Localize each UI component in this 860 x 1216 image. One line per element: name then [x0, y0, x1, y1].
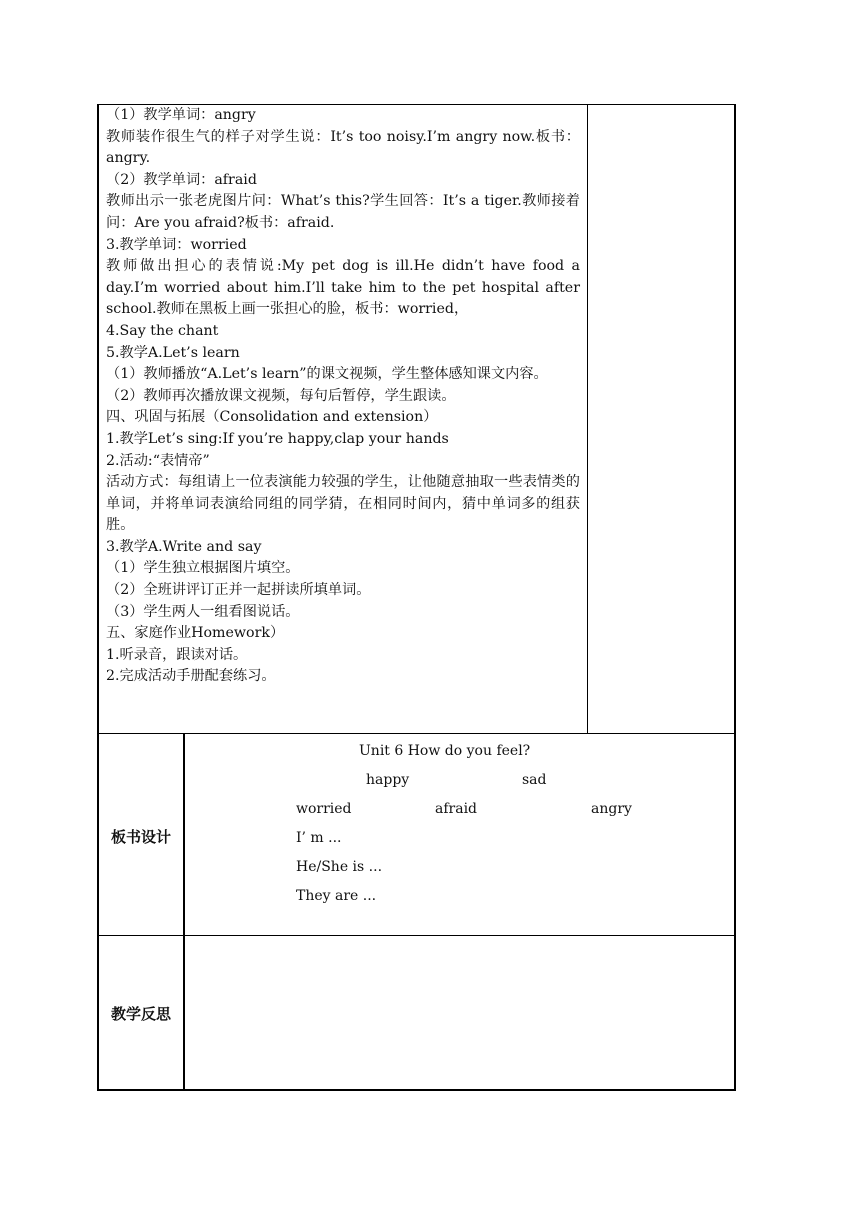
lesson-line: 教师出示一张老虎图片问：What’s this?学生回答：It’s a tiger.教师接着问：Are you afraid?板书：afraid. [106, 193, 580, 231]
board-pattern-3: They are ... [296, 888, 377, 904]
lesson-line: 活动方式：每组请上一位表演能力较强的学生，让他随意抽取一些表情类的单词，并将单词表演给同组的同学猜，在相同时间内，猜中单词多的组获胜。 [106, 474, 580, 534]
board-word-sad: sad [522, 772, 547, 788]
lesson-procedure [106, 105, 580, 688]
lesson-line: 教师装作很生气的样子对学生说：It’s too noisy.I’m angry now.板书：angry. [106, 128, 580, 167]
row-divider-reflection [97, 935, 736, 936]
table-right-border [734, 104, 736, 1091]
board-title: Unit 6 How do you feel? [359, 743, 531, 759]
lesson-line: 3.教学单词：worried [106, 236, 247, 253]
table-bottom-border [97, 1089, 736, 1091]
board-pattern-1: I’ m ... [296, 830, 342, 846]
lesson-line: （1）教师播放“A.Let’s learn”的课文视频，学生整体感知课文内容。 [106, 366, 548, 383]
board-design-label: 板书设计 [110, 828, 171, 846]
board-word-afraid: afraid [435, 801, 478, 817]
lesson-line: 5.教学A.Let’s learn [106, 344, 240, 361]
label-column-divider [183, 733, 185, 1091]
board-word-angry: angry [591, 801, 632, 817]
lesson-line: 3.教学A.Write and say [106, 538, 262, 555]
lesson-line: 教师做出担心的表情说:My pet dog is ill.He didn’t have food a day.I’m worried about him.I’ll take him to the pet hospital after school.教师在黑板上画一张担心的脸，板书：worried， [106, 258, 580, 318]
upper-column-divider [587, 104, 588, 733]
reflection-cell [186, 937, 733, 1088]
lesson-line: （2）教学单词：afraid [106, 171, 257, 188]
lesson-line: 1.听录音，跟读对话。 [106, 646, 248, 663]
row-divider-board [97, 733, 736, 734]
lesson-line: （1）学生独立根据图片填空。 [106, 560, 300, 577]
lesson-line: 1.教学Let’s sing:If you’re happy,clap your hands [106, 430, 449, 447]
lesson-line: （2）教师再次播放课文视频，每句后暂停，学生跟读。 [106, 387, 456, 404]
table-left-border [97, 104, 99, 1091]
board-word-happy: happy [366, 772, 410, 788]
lesson-line: 4.Say the chant [106, 322, 219, 339]
board-pattern-2: He/She is ... [296, 859, 383, 875]
lesson-line: 2.活动:“表情帝” [106, 452, 210, 469]
lesson-line: 四、巩固与拓展（Consolidation and extension） [106, 409, 438, 426]
lesson-line: （3）学生两人一组看图说话。 [106, 603, 300, 620]
board-word-worried: worried [296, 801, 352, 817]
reflection-label: 教学反思 [110, 1005, 171, 1023]
lesson-line: （1）教学单词：angry [106, 107, 256, 123]
lesson-line: 2.完成活动手册配套练习。 [106, 668, 276, 685]
lesson-line: 五、家庭作业Homework） [106, 625, 285, 642]
lesson-line: （2）全班讲评订正并一起拼读所填单词。 [106, 582, 371, 599]
